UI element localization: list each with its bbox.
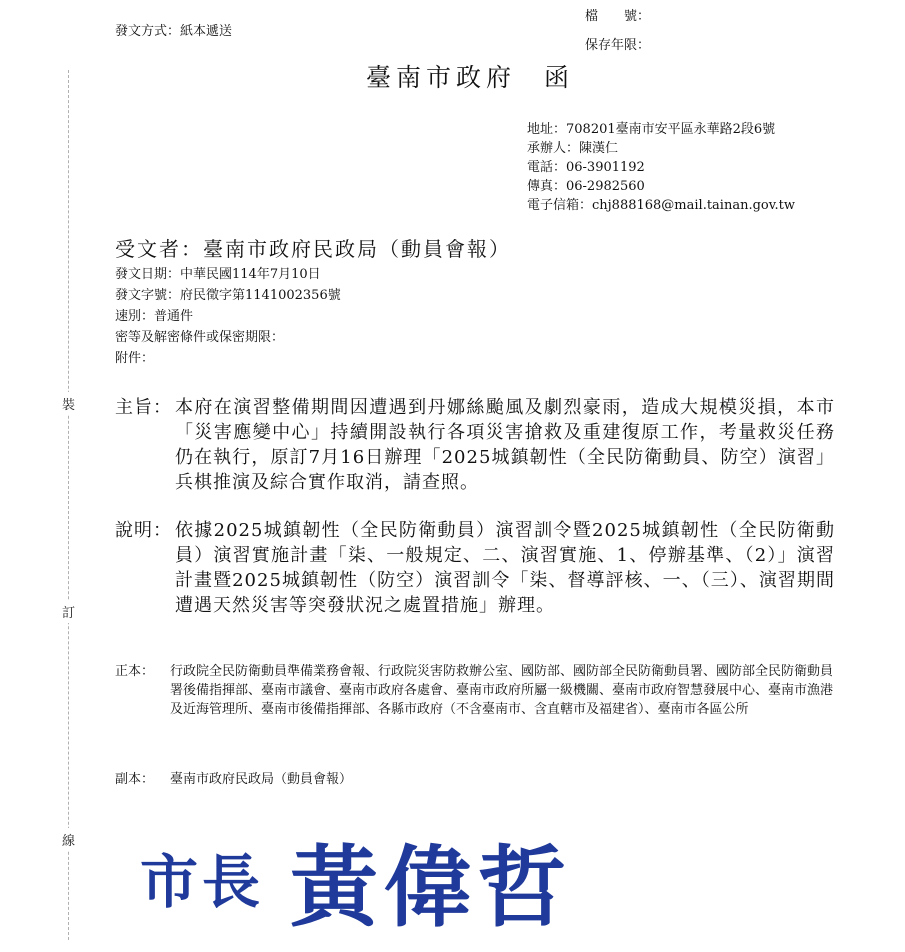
copy-distribution-label: 副本：: [115, 772, 155, 787]
document-meta: [115, 264, 341, 369]
signature-title: 市長: [140, 848, 265, 916]
contact-email: 電子信箱：chj888168@mail.tainan.gov.tw: [527, 198, 796, 213]
document-number: 發文字號：府民徵字第1141002356號: [115, 288, 341, 303]
contact-block: [527, 120, 867, 215]
document-type: 函: [544, 63, 575, 92]
explanation-label: 說明：: [115, 520, 172, 541]
contact-phone: 電話：06-3901192: [527, 160, 645, 175]
copy-distribution-text: 臺南市政府民政局（動員會報）: [170, 772, 353, 787]
signature-name: 黃偉哲: [290, 835, 573, 939]
binding-mark-xian: 線: [62, 828, 75, 851]
main-distribution-label: 正本：: [115, 664, 155, 679]
binding-mark-ding: 訂: [62, 600, 75, 623]
mayor-signature: [140, 830, 600, 940]
binding-line: [68, 70, 69, 940]
attachment: 附件：: [115, 351, 155, 366]
issue-date: 發文日期：中華民國114年7月10日: [115, 267, 321, 282]
binding-mark-zhuang: 裝: [62, 392, 75, 415]
explanation-section: [115, 518, 835, 618]
main-distribution-text: 行政院全民防衛動員準備業務會報、行政院災害防救辦公室、國防部、國防部全民防衛動員署、國防部全民防衛動員署後備指揮部、臺南市議會、臺南市政府各處會、臺南市政府所屬一級機關、臺南市政府智慧發展中心、臺南市漁港及近海管理所、臺南市後備指揮部、各縣市政府（不含臺南市、含直轄市及福建省）、臺南市各區公所: [170, 664, 834, 717]
copy-distribution: [115, 770, 835, 789]
document-title: [366, 58, 574, 94]
retention-label: 保存年限：: [585, 38, 651, 53]
subject-text: 本府在演習整備期間因遭遇到丹娜絲颱風及劇烈豪雨，造成大規模災損，本市「災害應變中心」持續開設執行各項災害搶救及重建復原工作，考量救災任務仍在執行，原訂7月16日辦理「2025城鎮韌性（全民防衛動員、防空）演習」兵棋推演及綜合實作取消，請查照。: [175, 397, 835, 493]
signature-stamp: [140, 830, 600, 940]
file-number-label: 檔 號：: [585, 9, 651, 24]
delivery-speed: 速別：普通件: [115, 309, 194, 324]
contact-handler: 承辦人：陳漢仁: [527, 141, 619, 156]
classification: 密等及解密條件或保密期限：: [115, 330, 285, 345]
contact-address: 地址：708201臺南市安平區永華路2段6號: [527, 122, 776, 137]
main-distribution: [115, 662, 835, 719]
subject-label: 主旨：: [115, 397, 172, 418]
issuing-organization: 臺南市政府: [366, 63, 517, 92]
subject-section: [115, 395, 835, 495]
explanation-text: 依據2025城鎮韌性（全民防衛動員）演習訓令暨2025城鎮韌性（全民防衛動員）演習實施計畫「柒、一般規定、二、演習實施、1、停辦基準、（2）」演習計畫暨2025城鎮韌性（防空）演習訓令「柒、督導評核、一、（三）、演習期間遭遇天然災害等突發狀況之處置措施」辦理。: [175, 520, 835, 616]
contact-fax: 傳真：06-2982560: [527, 179, 645, 194]
delivery-method: 發文方式：紙本遞送: [115, 24, 233, 39]
recipient: 受文者：臺南市政府民政局（動員會報）: [115, 237, 511, 261]
